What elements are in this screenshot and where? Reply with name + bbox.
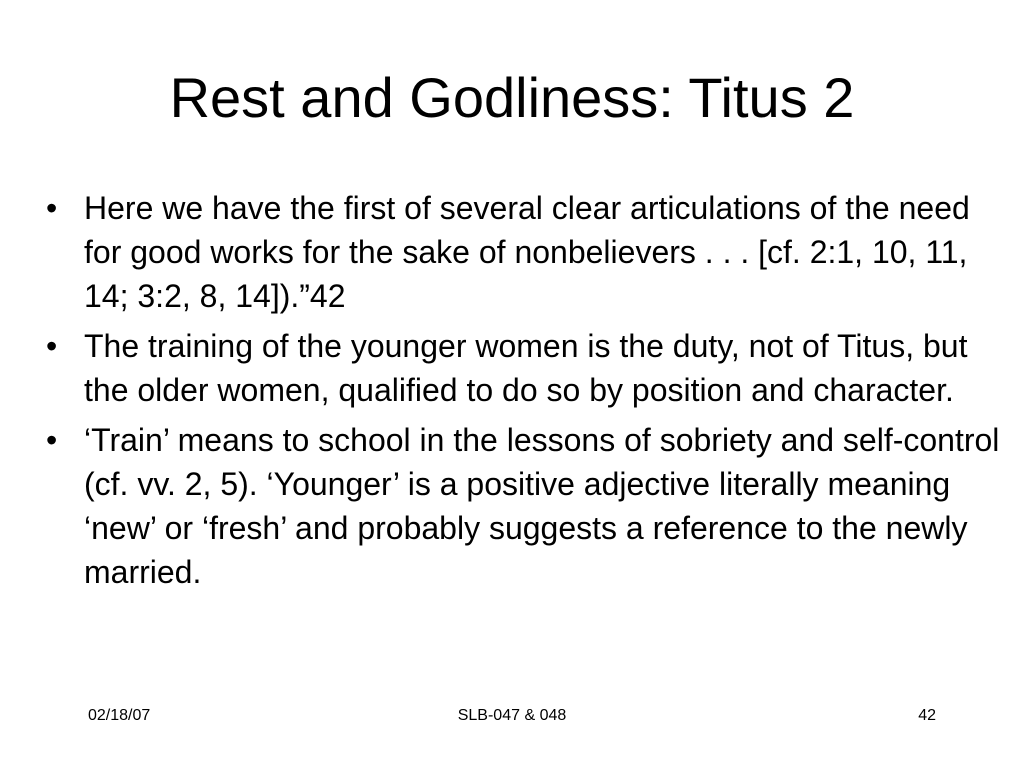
bullet-item: [44, 324, 1004, 412]
bullet-text: The training of the younger women is the duty, not of Titus, but the older women, qualified to do so by position and character.: [84, 328, 968, 408]
bullet-item: [44, 418, 1004, 594]
footer-date: 02/18/07: [88, 707, 151, 724]
bullet-item: [44, 186, 1004, 318]
bullet-text: Here we have the first of several clear articulations of the need for good works for the sake of nonbelievers . . . [cf. 2:1, 10, 11, 14; 3:2, 8, 14]).”42: [84, 190, 970, 314]
slide-title: Rest and Godliness: Titus 2: [169, 66, 855, 129]
bullet-icon: •: [46, 328, 58, 364]
bullet-icon: •: [46, 422, 58, 458]
bullet-icon: •: [46, 190, 58, 226]
bullet-text: ‘Train’ means to school in the lessons of sobriety and self-control (cf. vv. 2, 5). ‘Younger’ is a positive adjective literally meaning ‘new’ or ‘fresh’ and probably suggests a reference to the newly married.: [84, 422, 1000, 590]
footer-center-text: SLB-047 & 048: [457, 707, 567, 724]
bullet-list: [44, 186, 1004, 600]
slide-number: 42: [918, 707, 936, 724]
